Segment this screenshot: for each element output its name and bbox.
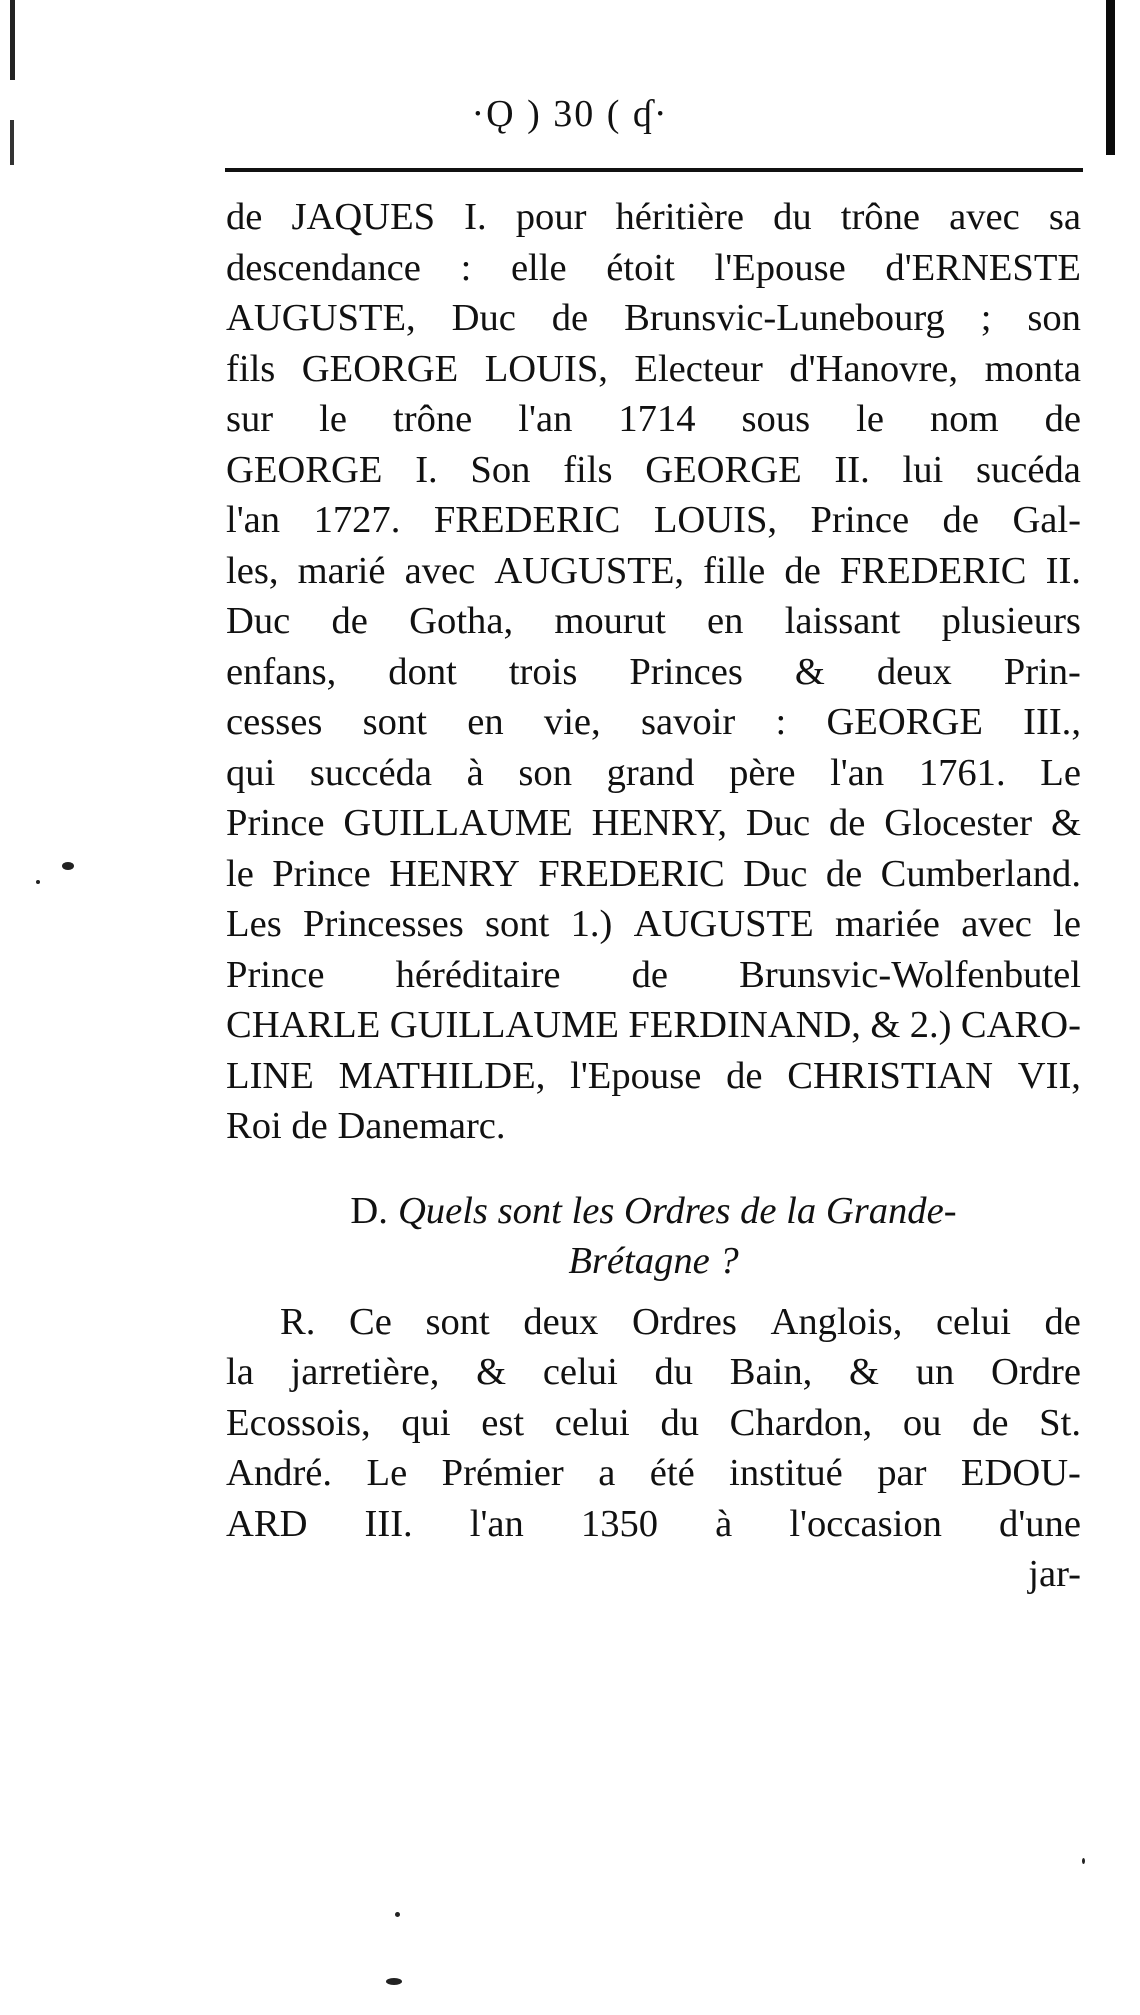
word: Les bbox=[226, 903, 282, 945]
question bbox=[226, 1186, 1081, 1287]
answer-line bbox=[226, 1448, 1081, 1499]
catchword: jar- bbox=[1028, 1553, 1081, 1595]
word: sont bbox=[484, 903, 550, 945]
word: ou bbox=[902, 1401, 942, 1444]
ink-speck bbox=[36, 880, 40, 884]
word: pour bbox=[515, 196, 587, 238]
word: 1714 bbox=[618, 398, 696, 440]
text-line bbox=[226, 1000, 1081, 1051]
word: institué bbox=[729, 1452, 843, 1494]
word: père bbox=[729, 751, 796, 794]
word: un bbox=[915, 1351, 955, 1393]
page-body bbox=[226, 192, 1081, 1600]
word: en bbox=[707, 600, 744, 642]
word: CHARLE bbox=[226, 1004, 381, 1046]
word: d'Hanovre, bbox=[789, 347, 959, 390]
word: Cumberland. bbox=[880, 852, 1081, 895]
word: avec bbox=[961, 903, 1032, 945]
word: trois bbox=[508, 650, 578, 693]
word: GUILLAUME bbox=[343, 802, 573, 844]
word: plusieurs bbox=[941, 600, 1081, 642]
ink-speck bbox=[395, 1912, 400, 1917]
word: celui bbox=[935, 1300, 1011, 1343]
word: JAQUES bbox=[291, 196, 436, 238]
text-line bbox=[226, 192, 1081, 243]
word: 1350 bbox=[580, 1502, 659, 1545]
word: d'une bbox=[999, 1502, 1081, 1545]
page-header: ·Ǫ ) 30 ( ʠ· bbox=[471, 93, 669, 135]
word: ; bbox=[980, 297, 992, 339]
word: GUILLAUME bbox=[389, 1004, 620, 1046]
word: celui bbox=[542, 1351, 618, 1393]
word: son bbox=[518, 751, 572, 794]
word: Le bbox=[1040, 751, 1081, 794]
word: grand bbox=[606, 751, 695, 794]
text-line bbox=[226, 243, 1081, 294]
word: dont bbox=[388, 650, 457, 693]
word: 2.) bbox=[909, 1004, 952, 1046]
word: Anglois, bbox=[770, 1300, 903, 1343]
answer-line bbox=[226, 1297, 1081, 1348]
word: LOUIS, bbox=[653, 499, 778, 541]
word: FREDERIC bbox=[538, 852, 725, 895]
word: a bbox=[598, 1452, 616, 1494]
text-line bbox=[226, 394, 1081, 445]
text-line bbox=[226, 344, 1081, 395]
word: II. bbox=[1045, 549, 1081, 592]
text-line bbox=[226, 899, 1081, 950]
text-line bbox=[226, 849, 1081, 900]
word: héritière bbox=[615, 196, 745, 238]
text-line bbox=[226, 697, 1081, 748]
word: l'an bbox=[518, 398, 573, 440]
word: Chardon, bbox=[729, 1401, 873, 1444]
word: de bbox=[825, 852, 863, 895]
word: de bbox=[331, 600, 368, 642]
word: Gotha, bbox=[409, 600, 514, 642]
word: I. bbox=[464, 196, 487, 238]
word: AUGUSTE bbox=[633, 903, 814, 945]
word: succéda bbox=[309, 751, 433, 794]
word: son bbox=[1027, 297, 1081, 339]
word: fille bbox=[703, 549, 766, 592]
question-text-continued: Brétagne ? bbox=[568, 1240, 739, 1282]
word: trône bbox=[840, 196, 921, 238]
word: descendance bbox=[226, 246, 421, 289]
word: sous bbox=[741, 398, 811, 440]
word: : bbox=[775, 701, 787, 743]
word: de bbox=[1044, 398, 1081, 440]
word: de bbox=[784, 549, 821, 592]
word: Brunsvic-Lunebourg bbox=[624, 297, 945, 339]
word: FREDERIC bbox=[839, 549, 1027, 592]
word: & bbox=[1050, 802, 1081, 844]
word: Duc bbox=[451, 297, 516, 339]
word: 1727. bbox=[313, 499, 401, 541]
word: celui bbox=[554, 1401, 630, 1444]
word: fils bbox=[226, 347, 276, 390]
text-line bbox=[226, 495, 1081, 546]
word: qui bbox=[226, 751, 276, 794]
word: III. bbox=[364, 1502, 413, 1545]
word: été bbox=[649, 1452, 695, 1494]
word: & bbox=[794, 650, 825, 693]
answer-line bbox=[226, 1398, 1081, 1449]
text-line bbox=[226, 647, 1081, 698]
word: cesses bbox=[226, 701, 323, 743]
header-rule bbox=[225, 168, 1083, 172]
word: Ordre bbox=[991, 1351, 1081, 1393]
word: & bbox=[849, 1351, 880, 1393]
word: l'an bbox=[226, 499, 281, 541]
word: du bbox=[654, 1351, 694, 1393]
word: Prince bbox=[226, 802, 325, 844]
word: Prémier bbox=[441, 1452, 564, 1494]
word: du bbox=[773, 196, 812, 238]
word: Duc bbox=[743, 852, 808, 895]
word: André. bbox=[226, 1452, 333, 1494]
word: mourut bbox=[554, 600, 666, 642]
word: LINE bbox=[226, 1054, 314, 1097]
word: Duc bbox=[745, 802, 811, 844]
answer-line bbox=[226, 1347, 1081, 1398]
word: sa bbox=[1048, 196, 1081, 238]
text-line: Roi de Danemarc. bbox=[226, 1105, 506, 1147]
word: l'occasion bbox=[789, 1502, 942, 1545]
word: sucéda bbox=[975, 448, 1081, 491]
word: de bbox=[551, 297, 589, 339]
ink-speck bbox=[386, 1978, 402, 1985]
text-line bbox=[226, 798, 1081, 849]
word: elle bbox=[510, 246, 567, 289]
ink-speck bbox=[1082, 1858, 1085, 1864]
word: Prince bbox=[226, 953, 325, 996]
text-line bbox=[226, 950, 1081, 1001]
word: Prin- bbox=[1003, 650, 1081, 693]
word: Prince bbox=[810, 499, 910, 541]
word: de bbox=[226, 196, 263, 238]
word: monta bbox=[984, 347, 1081, 390]
word: CHRISTIAN bbox=[787, 1054, 994, 1097]
text-line bbox=[226, 445, 1081, 496]
word: 1.) bbox=[570, 903, 613, 945]
word: à bbox=[466, 751, 484, 794]
word: Glocester bbox=[884, 802, 1033, 844]
word: vie, bbox=[543, 701, 601, 743]
word: de bbox=[829, 802, 866, 844]
word: du bbox=[660, 1401, 700, 1444]
word: Son bbox=[470, 448, 531, 491]
word: MATHILDE, bbox=[338, 1054, 546, 1097]
word: savoir bbox=[640, 701, 736, 743]
word: de bbox=[1044, 1300, 1081, 1343]
text-line bbox=[226, 748, 1081, 799]
word: Brunsvic-Wolfenbutel bbox=[739, 953, 1081, 996]
word: AUGUSTE, bbox=[494, 549, 685, 592]
word: VII, bbox=[1017, 1054, 1081, 1097]
word: les, bbox=[226, 549, 279, 592]
word: laissant bbox=[784, 600, 901, 642]
word: Electeur bbox=[634, 347, 763, 390]
word: HENRY, bbox=[591, 802, 727, 844]
word: LOUIS, bbox=[484, 347, 608, 390]
word: la bbox=[226, 1351, 254, 1393]
word: III., bbox=[1023, 701, 1081, 743]
word: GEORGE bbox=[301, 347, 459, 390]
word: jarretière, bbox=[290, 1351, 440, 1393]
word: fils bbox=[563, 448, 613, 491]
word: 1761. bbox=[918, 751, 1006, 794]
word: GEORGE bbox=[826, 701, 983, 743]
word: Prince bbox=[272, 852, 371, 895]
word: enfans, bbox=[226, 650, 337, 693]
answer-line bbox=[226, 1499, 1081, 1550]
word: héréditaire bbox=[395, 953, 561, 996]
word: Ecossois, bbox=[226, 1401, 371, 1444]
word: Princes bbox=[629, 650, 743, 693]
word: sur bbox=[226, 398, 274, 440]
word: le bbox=[226, 852, 254, 895]
text-line bbox=[226, 596, 1081, 647]
word: le bbox=[1053, 903, 1081, 945]
word: deux bbox=[876, 650, 952, 693]
word: Le bbox=[366, 1452, 408, 1494]
word: à bbox=[715, 1502, 733, 1545]
word: & bbox=[870, 1004, 901, 1046]
word: sont bbox=[425, 1300, 490, 1343]
question-text: Quels sont les Ordres de la Grande- bbox=[397, 1189, 957, 1232]
word: l'an bbox=[469, 1502, 524, 1545]
word: étoit bbox=[606, 246, 675, 289]
word: I. bbox=[415, 448, 438, 491]
word: : bbox=[460, 246, 472, 289]
word: & bbox=[476, 1351, 507, 1393]
word: HENRY bbox=[389, 852, 520, 895]
word: trône bbox=[393, 398, 473, 440]
word: GEORGE bbox=[645, 448, 802, 491]
word: avec bbox=[404, 549, 476, 592]
answer bbox=[226, 1297, 1081, 1600]
word: Gal- bbox=[1012, 499, 1081, 541]
text-line bbox=[226, 1051, 1081, 1102]
word: lui bbox=[902, 448, 944, 491]
word: de bbox=[726, 1054, 763, 1097]
word: l'Epouse bbox=[714, 246, 846, 289]
word: d'ERNESTE bbox=[885, 246, 1081, 289]
word: qui bbox=[401, 1401, 451, 1444]
word: FREDERIC bbox=[433, 499, 621, 541]
word: Duc bbox=[226, 600, 291, 642]
text-line bbox=[226, 546, 1081, 597]
word: GEORGE bbox=[226, 448, 383, 491]
word: de bbox=[631, 953, 669, 996]
word: AUGUSTE, bbox=[226, 297, 416, 339]
word: sont bbox=[362, 701, 427, 743]
question-label: D. bbox=[350, 1189, 388, 1232]
word: St. bbox=[1039, 1401, 1081, 1444]
word: deux bbox=[523, 1300, 599, 1343]
word: Ordres bbox=[631, 1300, 737, 1343]
word: mariée bbox=[834, 903, 940, 945]
word: l'an bbox=[830, 751, 885, 794]
text-line bbox=[226, 293, 1081, 344]
word: II. bbox=[834, 448, 870, 491]
word: avec bbox=[949, 196, 1020, 238]
word: FERDINAND, bbox=[628, 1004, 861, 1046]
word: le bbox=[856, 398, 884, 440]
word: par bbox=[877, 1452, 927, 1494]
word: EDOU- bbox=[960, 1452, 1081, 1494]
word: marié bbox=[297, 549, 386, 592]
word: de bbox=[972, 1401, 1009, 1444]
word: le bbox=[319, 398, 347, 440]
word: R. bbox=[280, 1300, 316, 1343]
word: Princesses bbox=[302, 903, 464, 945]
word: ARD bbox=[226, 1502, 308, 1545]
scan-edge-left bbox=[10, 0, 15, 80]
word: CARO- bbox=[960, 1004, 1081, 1046]
word: est bbox=[481, 1401, 525, 1444]
word: nom bbox=[929, 398, 999, 440]
word: de bbox=[942, 499, 979, 541]
word: l'Epouse bbox=[570, 1054, 702, 1097]
word: Ce bbox=[348, 1300, 392, 1343]
ink-speck bbox=[62, 862, 74, 870]
word: en bbox=[467, 701, 504, 743]
word: Bain, bbox=[729, 1351, 813, 1393]
